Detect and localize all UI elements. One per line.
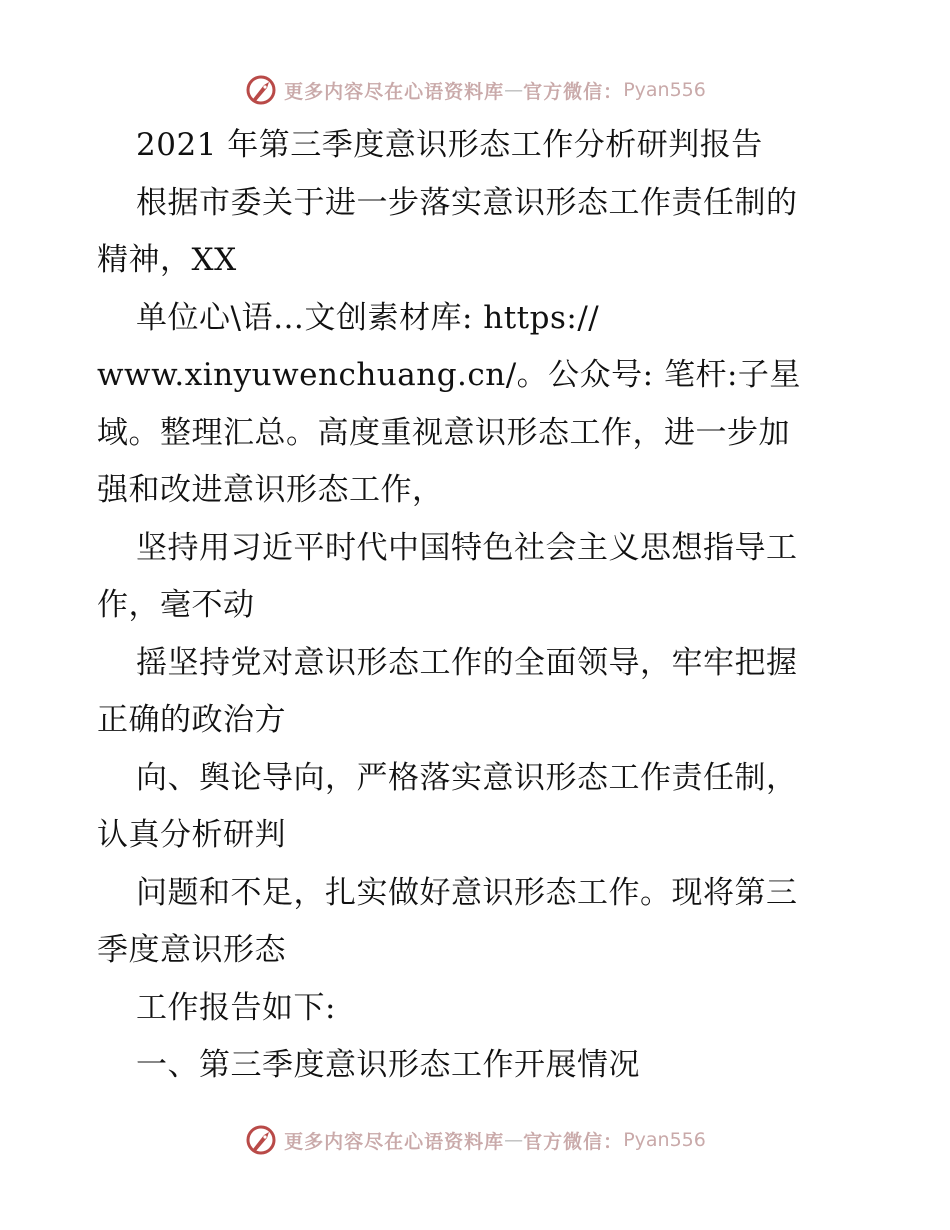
document-line: 根据市委关于进一步落实意识形态工作责任制的 <box>136 184 798 221</box>
watermark-account: Pyan556 <box>623 1129 706 1151</box>
document-line: www.xinyuwenchuang.cn/。公众号: 笔杆:子星 <box>97 357 801 393</box>
watermark-official-label: 官方微信： <box>523 80 624 103</box>
watermark-brand: 更多内容尽在心语资料库 <box>284 80 505 103</box>
document-line: 正确的政治方 <box>97 702 286 738</box>
pen-nib-circle-icon <box>244 73 278 107</box>
document-line: 工作报告如下: <box>136 989 336 1026</box>
document-line: 作，毫不动 <box>97 587 255 623</box>
document-line: 季度意识形态 <box>97 932 286 968</box>
footer-watermark <box>0 1120 950 1160</box>
document-line: 精神，XX <box>97 242 237 278</box>
watermark-separator: — <box>504 1129 524 1151</box>
document-line: 单位心\语…文创素材库: https:// <box>136 299 600 336</box>
document-line: 问题和不足，扎实做好意识形态工作。现将第三 <box>136 874 798 911</box>
pen-nib-circle-icon <box>244 1123 278 1157</box>
header-watermark <box>0 70 950 110</box>
watermark-account: Pyan556 <box>623 79 706 101</box>
document-line: 一、第三季度意识形态工作开展情况 <box>136 1047 640 1083</box>
watermark-official-label: 官方微信： <box>523 1130 624 1153</box>
document-body <box>97 117 853 1095</box>
document-line: 域。整理汇总。高度重视意识形态工作，进一步加 <box>97 414 790 451</box>
document-line: 2021 年第三季度意识形态工作分析研判报告 <box>136 127 763 163</box>
document-line: 坚持用习近平时代中国特色社会主义思想指导工 <box>136 529 798 566</box>
document-line: 认真分析研判 <box>97 817 286 853</box>
document-line: 摇坚持党对意识形态工作的全面领导，牢牢把握 <box>136 644 798 681</box>
document-line: 向、舆论导向，严格落实意识形态工作责任制， <box>136 759 798 796</box>
document-line: 强和改进意识形态工作， <box>97 472 444 508</box>
watermark-brand: 更多内容尽在心语资料库 <box>284 1130 505 1153</box>
watermark-separator: — <box>504 79 524 101</box>
